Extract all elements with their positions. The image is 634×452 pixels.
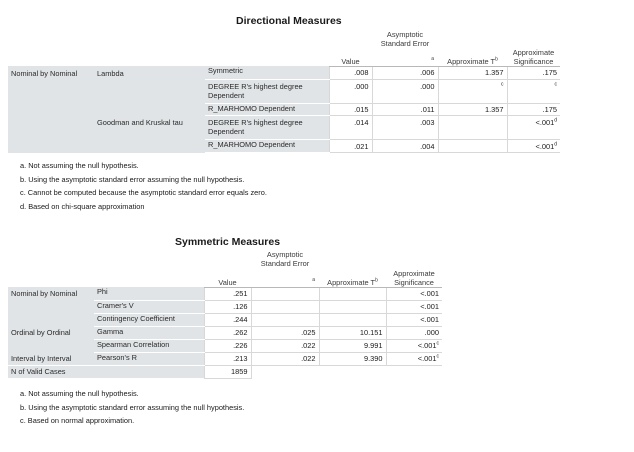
cell-approx-sig: .000 <box>386 326 442 339</box>
cell-approx-t: 9.991 <box>319 339 386 352</box>
cell-value: .008 <box>329 66 372 79</box>
cell-approx-sig: <.001$^c$ <box>386 339 442 352</box>
footnote: b. Using the asymptotic standard error assuming the null hypothesis. <box>20 402 245 412</box>
cell-value: .262 <box>204 326 251 339</box>
table-row <box>8 287 442 300</box>
cell-approx-t: 10.151 <box>319 326 386 339</box>
cell-approx-sig: <.001$^d$ <box>507 116 560 140</box>
col-header-approx-sig: Approximate Significance <box>507 30 560 66</box>
row-measure-label: Goodman and Kruskal tau <box>94 116 205 153</box>
row-group-label: Ordinal by Ordinal <box>8 326 94 352</box>
cell-approx-sig: .175 <box>507 103 560 115</box>
cell-ase: .022 <box>251 352 319 365</box>
symmetric-title: Symmetric Measures <box>175 236 281 248</box>
footnote: d. Based on chi-square approximation <box>20 201 145 211</box>
cell-approx-sig: <.001 <box>386 300 442 313</box>
row-label: R_MARHOMO Dependent <box>205 140 329 153</box>
cell-approx-sig: <.001 <box>386 287 442 300</box>
row-label: DEGREE R's highest degree Dependent <box>205 116 329 140</box>
col-header-ase: Asymptotic Standard Error a <box>251 250 319 287</box>
footnote: a. Not assuming the null hypothesis. <box>20 389 139 398</box>
directional-title: Directional Measures <box>236 15 342 27</box>
footnote: c. Based on normal approximation. <box>20 416 135 425</box>
cell-ase: .022 <box>251 339 319 352</box>
cell-approx-sig: c <box>507 79 560 103</box>
cell-value: .021 <box>329 140 372 153</box>
cell-approx-sig: .175 <box>507 66 560 79</box>
footnote: c. Cannot be computed because the asymptotic standard error equals zero. <box>20 188 267 197</box>
row-label: R_MARHOMO Dependent <box>205 103 329 115</box>
cell-ase <box>251 313 319 326</box>
col-header-value: Value <box>329 30 372 66</box>
cell-value: .251 <box>204 287 251 300</box>
cell-ase: .004 <box>372 140 438 153</box>
table-row <box>8 352 442 365</box>
row-group-label: Interval by Interval <box>8 352 94 365</box>
cell-ase: .011 <box>372 103 438 115</box>
cell-approx-t <box>438 116 507 140</box>
row-group-label: Nominal by Nominal <box>8 66 94 153</box>
col-header-value: Value <box>204 250 251 287</box>
row-label: DEGREE R's highest degree Dependent <box>205 79 329 103</box>
row-group-label: N of Valid Cases <box>8 365 204 378</box>
cell-ase <box>251 287 319 300</box>
symmetric-footnotes <box>20 387 244 428</box>
cell-value: 1859 <box>204 365 251 378</box>
table-row <box>8 66 560 79</box>
cell-approx-t <box>319 300 386 313</box>
cell-ase: .000 <box>372 79 438 103</box>
row-label: Symmetric <box>205 66 329 79</box>
row-group-label: Nominal by Nominal <box>8 287 94 326</box>
cell-value: .226 <box>204 339 251 352</box>
cell-approx-t <box>438 140 507 153</box>
cell-ase <box>251 300 319 313</box>
cell-ase: .006 <box>372 66 438 79</box>
cell-value: .000 <box>329 79 372 103</box>
row-label: Contingency Coefficient <box>94 313 204 326</box>
col-header-approx-t: Approximate $T^b$ <box>438 30 507 66</box>
cell-ase: .025 <box>251 326 319 339</box>
directional-table <box>8 30 560 153</box>
symmetric-table <box>8 250 442 379</box>
row-label: Gamma <box>94 326 204 339</box>
cell-approx-sig: <.001 <box>386 313 442 326</box>
footnote: a. Not assuming the null hypothesis. <box>20 161 139 170</box>
cell-approx-sig: <.001$^d$ <box>507 140 560 153</box>
cell-approx-sig: <.001$^c$ <box>386 352 442 365</box>
cell-value: .213 <box>204 352 251 365</box>
table-row <box>8 365 442 378</box>
cell-approx-t: c <box>438 79 507 103</box>
cell-value: .244 <box>204 313 251 326</box>
table-row <box>8 326 442 339</box>
cell-approx-t <box>319 287 386 300</box>
cell-approx-t: 9.390 <box>319 352 386 365</box>
cell-ase: .003 <box>372 116 438 140</box>
cell-value: .126 <box>204 300 251 313</box>
cell-value: .015 <box>329 103 372 115</box>
row-measure-label: Lambda <box>94 66 205 116</box>
col-header-approx-t: Approximate $T^b$ <box>319 250 386 287</box>
cell-approx-t <box>319 313 386 326</box>
row-label: Spearman Correlation <box>94 339 204 352</box>
col-header-ase: Asymptotic Standard Error a <box>372 30 438 66</box>
cell-approx-t: 1.357 <box>438 103 507 115</box>
footnote: b. Using the asymptotic standard error assuming the null hypothesis. <box>20 174 245 184</box>
cell-approx-t: 1.357 <box>438 66 507 79</box>
row-label: Cramer's V <box>94 300 204 313</box>
row-label: Pearson's R <box>94 352 204 365</box>
directional-footnotes <box>20 159 267 213</box>
col-header-approx-sig: Approximate Significance <box>386 250 442 287</box>
row-label: Phi <box>94 287 204 300</box>
cell-value: .014 <box>329 116 372 140</box>
